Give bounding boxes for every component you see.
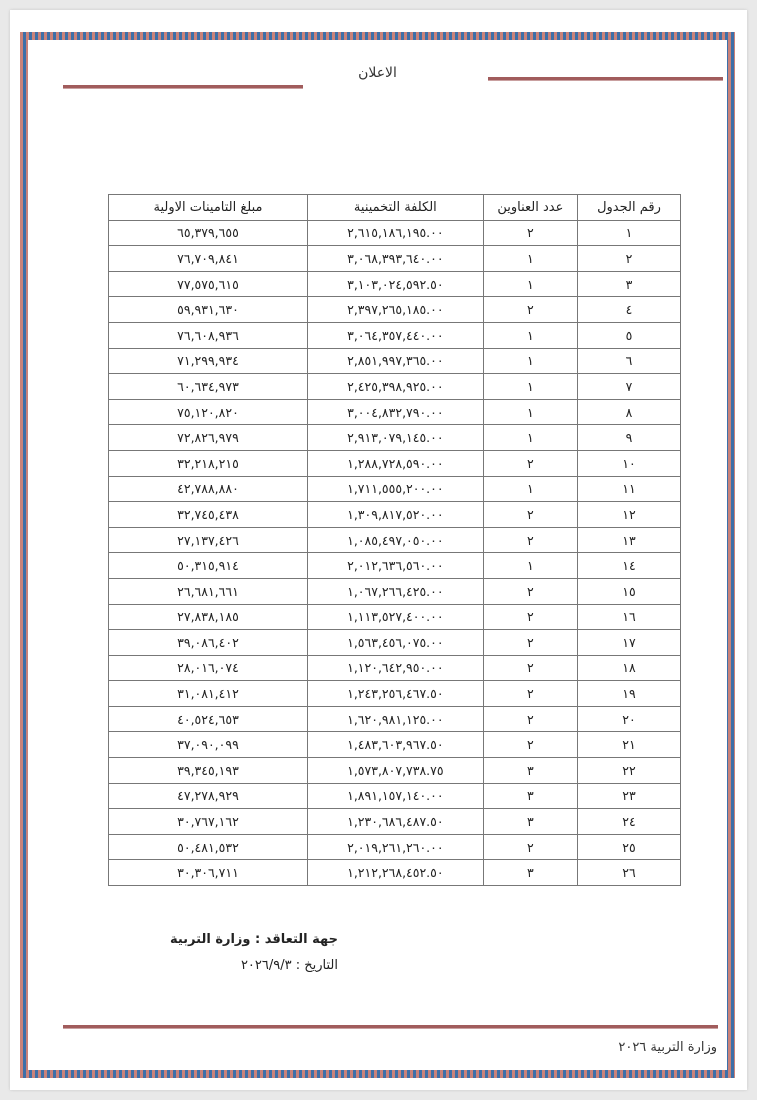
table-row: [109, 450, 681, 476]
table-number-cell: ١: [577, 220, 680, 246]
table-row: [109, 220, 681, 246]
initial-deposit-cell: ٧٧,٥٧٥,٦١٥: [109, 271, 308, 297]
table-row: [109, 297, 681, 323]
address-count-cell: ٢: [483, 834, 577, 860]
table-number-cell: ١٣: [577, 527, 680, 553]
estimated-cost-cell: ١,٣٠٩,٨١٧,٥٢٠.٠٠: [307, 502, 483, 528]
table-number-cell: ٣: [577, 271, 680, 297]
address-count-cell: ٢: [483, 706, 577, 732]
table-number-cell: ٢٣: [577, 783, 680, 809]
estimated-cost-cell: ٣,٠٦٤,٣٥٧,٤٤٠.٠٠: [307, 322, 483, 348]
table-number-cell: ٢٢: [577, 758, 680, 784]
initial-deposit-cell: ٢٧,٨٣٨,١٨٥: [109, 604, 308, 630]
initial-deposit-cell: ٥٩,٩٣١,٦٣٠: [109, 297, 308, 323]
estimated-cost-cell: ١,٢٨٨,٧٢٨,٥٩٠.٠٠: [307, 450, 483, 476]
table-row: [109, 348, 681, 374]
address-count-cell: ١: [483, 374, 577, 400]
estimated-cost-cell: ٣,٠٦٨,٣٩٣,٦٤٠.٠٠: [307, 246, 483, 272]
table-number-cell: ١٥: [577, 578, 680, 604]
address-count-cell: ٢: [483, 220, 577, 246]
table-number-cell: ٨: [577, 399, 680, 425]
table-row: [109, 834, 681, 860]
decorative-border: [20, 32, 735, 1078]
document-date: التاريخ : ٢٠٢٦/٩/٣: [240, 958, 338, 973]
address-count-cell: ١: [483, 246, 577, 272]
estimated-cost-cell: ١,٠٨٥,٤٩٧,٠٥٠.٠٠: [307, 527, 483, 553]
estimated-cost-cell: ١,٢٤٣,٢٥٦,٤٦٧.٥٠: [307, 681, 483, 707]
initial-deposit-cell: ٣٢,٢١٨,٢١٥: [109, 450, 308, 476]
table-row: [109, 783, 681, 809]
footer-ministry-year: وزارة التربية ٢٠٢٦: [618, 1040, 717, 1055]
header-rule-left: [63, 85, 303, 89]
initial-deposit-cell: ٣٩,٠٨٦,٤٠٢: [109, 630, 308, 656]
table-row: [109, 322, 681, 348]
estimated-cost-cell: ١,٧١١,٥٥٥,٢٠٠.٠٠: [307, 476, 483, 502]
table-number-cell: ٢٤: [577, 809, 680, 835]
estimated-cost-cell: ١,١١٣,٥٢٧,٤٠٠.٠٠: [307, 604, 483, 630]
table-number-cell: ٢٥: [577, 834, 680, 860]
table-row: [109, 527, 681, 553]
table-row: [109, 246, 681, 272]
estimated-cost-cell: ١,٠٦٧,٢٦٦,٤٢٥.٠٠: [307, 578, 483, 604]
address-count-cell: ٢: [483, 681, 577, 707]
table-row: [109, 681, 681, 707]
tender-table: [108, 194, 681, 886]
table-row: [109, 655, 681, 681]
table-number-cell: ٢: [577, 246, 680, 272]
estimated-cost-cell: ١,٥٧٣,٨٠٧,٧٣٨.٧٥: [307, 758, 483, 784]
address-count-cell: ٢: [483, 578, 577, 604]
table-number-cell: ٢٦: [577, 860, 680, 886]
table-row: [109, 476, 681, 502]
address-count-cell: ١: [483, 425, 577, 451]
table-number-cell: ١٧: [577, 630, 680, 656]
table-row: [109, 425, 681, 451]
initial-deposit-cell: ٢٦,٦٨١,٦٦١: [109, 578, 308, 604]
table-row: [109, 271, 681, 297]
estimated-cost-cell: ٢,٩١٣,٠٧٩,١٤٥.٠٠: [307, 425, 483, 451]
estimated-cost-cell: ٢,٣٩٧,٢٦٥,١٨٥.٠٠: [307, 297, 483, 323]
estimated-cost-cell: ١,٤٨٣,٦٠٣,٩٦٧.٥٠: [307, 732, 483, 758]
table-row: [109, 604, 681, 630]
initial-deposit-cell: ٥٠,٤٨١,٥٣٢: [109, 834, 308, 860]
initial-deposit-cell: ٣٢,٧٤٥,٤٣٨: [109, 502, 308, 528]
table-number-cell: ٤: [577, 297, 680, 323]
table-number-cell: ٦: [577, 348, 680, 374]
table-row: [109, 809, 681, 835]
table-row: [109, 630, 681, 656]
address-count-cell: ٢: [483, 502, 577, 528]
table-row: [109, 860, 681, 886]
estimated-cost-cell: ٢,٨٥١,٩٩٧,٣٦٥.٠٠: [307, 348, 483, 374]
table-row: [109, 758, 681, 784]
table-number-cell: ١٩: [577, 681, 680, 707]
address-count-cell: ٢: [483, 630, 577, 656]
address-count-cell: ١: [483, 553, 577, 579]
column-header: رقم الجدول: [577, 195, 680, 221]
table-number-cell: ١٤: [577, 553, 680, 579]
address-count-cell: ٢: [483, 604, 577, 630]
estimated-cost-cell: ٣,٠٠٤,٨٣٢,٧٩٠.٠٠: [307, 399, 483, 425]
column-header: مبلغ التامينات الاولية: [109, 195, 308, 221]
table-number-cell: ٧: [577, 374, 680, 400]
estimated-cost-cell: ١,٥٦٣,٤٥٦,٠٧٥.٠٠: [307, 630, 483, 656]
initial-deposit-cell: ٦٥,٣٧٩,٦٥٥: [109, 220, 308, 246]
table-row: [109, 502, 681, 528]
estimated-cost-cell: ١,١٢٠,٦٤٢,٩٥٠.٠٠: [307, 655, 483, 681]
page-heading: الاعلان: [358, 65, 397, 81]
table-row: [109, 706, 681, 732]
estimated-cost-cell: ١,٦٢٠,٩٨١,١٢٥.٠٠: [307, 706, 483, 732]
initial-deposit-cell: ٣٧,٠٩٠,٠٩٩: [109, 732, 308, 758]
estimated-cost-cell: ٢,٠١٢,٦٣٦,٥٦٠.٠٠: [307, 553, 483, 579]
address-count-cell: ٣: [483, 860, 577, 886]
initial-deposit-cell: ٢٧,١٣٧,٤٢٦: [109, 527, 308, 553]
address-count-cell: ١: [483, 399, 577, 425]
initial-deposit-cell: ٤٢,٧٨٨,٨٨٠: [109, 476, 308, 502]
address-count-cell: ٣: [483, 783, 577, 809]
address-count-cell: ١: [483, 476, 577, 502]
initial-deposit-cell: ٢٨,٠١٦,٠٧٤: [109, 655, 308, 681]
address-count-cell: ٢: [483, 527, 577, 553]
initial-deposit-cell: ٤٠,٥٢٤,٦٥٣: [109, 706, 308, 732]
initial-deposit-cell: ٥٠,٣١٥,٩١٤: [109, 553, 308, 579]
table-row: [109, 553, 681, 579]
column-header: عدد العناوين: [483, 195, 577, 221]
initial-deposit-cell: ٦٠,٦٣٤,٩٧٣: [109, 374, 308, 400]
address-count-cell: ١: [483, 271, 577, 297]
initial-deposit-cell: ٧٦,٦٠٨,٩٣٦: [109, 322, 308, 348]
estimated-cost-cell: ٢,٤٢٥,٣٩٨,٩٢٥.٠٠: [307, 374, 483, 400]
initial-deposit-cell: ٧١,٢٩٩,٩٣٤: [109, 348, 308, 374]
initial-deposit-cell: ٧٢,٨٢٦,٩٧٩: [109, 425, 308, 451]
address-count-cell: ٢: [483, 732, 577, 758]
table-number-cell: ٥: [577, 322, 680, 348]
contracting-party: جهة التعاقد : وزارة التربية: [169, 932, 338, 947]
table-number-cell: ٢١: [577, 732, 680, 758]
table-number-cell: ١٨: [577, 655, 680, 681]
initial-deposit-cell: ٣٠,٧٦٧,١٦٢: [109, 809, 308, 835]
table-row: [109, 732, 681, 758]
table-number-cell: ١٠: [577, 450, 680, 476]
document-page: [10, 10, 747, 1090]
table-number-cell: ٢٠: [577, 706, 680, 732]
table-number-cell: ١٦: [577, 604, 680, 630]
table-row: [109, 374, 681, 400]
estimated-cost-cell: ٣,١٠٣,٠٢٤,٥٩٢.٥٠: [307, 271, 483, 297]
initial-deposit-cell: ٧٥,١٢٠,٨٢٠: [109, 399, 308, 425]
address-count-cell: ١: [483, 348, 577, 374]
address-count-cell: ٢: [483, 450, 577, 476]
estimated-cost-cell: ١,٢١٢,٢٦٨,٤٥٢.٥٠: [307, 860, 483, 886]
address-count-cell: ٣: [483, 758, 577, 784]
initial-deposit-cell: ٤٧,٢٧٨,٩٢٩: [109, 783, 308, 809]
table-row: [109, 399, 681, 425]
address-count-cell: ٢: [483, 655, 577, 681]
table-number-cell: ٩: [577, 425, 680, 451]
initial-deposit-cell: ٣٠,٣٠٦,٧١١: [109, 860, 308, 886]
table-number-cell: ١١: [577, 476, 680, 502]
table-number-cell: ١٢: [577, 502, 680, 528]
estimated-cost-cell: ٢,٦١٥,١٨٦,١٩٥.٠٠: [307, 220, 483, 246]
estimated-cost-cell: ١,٢٣٠,٦٨٦,٤٨٧.٥٠: [307, 809, 483, 835]
table-row: [109, 578, 681, 604]
address-count-cell: ١: [483, 322, 577, 348]
footer-rule: [63, 1025, 718, 1029]
table-header-row: [109, 195, 681, 221]
column-header: الكلفة التخمينية: [307, 195, 483, 221]
initial-deposit-cell: ٧٦,٧٠٩,٨٤١: [109, 246, 308, 272]
address-count-cell: ٣: [483, 809, 577, 835]
estimated-cost-cell: ١,٨٩١,١٥٧,١٤٠.٠٠: [307, 783, 483, 809]
estimated-cost-cell: ٢,٠١٩,٢٦١,٢٦٠.٠٠: [307, 834, 483, 860]
initial-deposit-cell: ٣١,٠٨١,٤١٢: [109, 681, 308, 707]
address-count-cell: ٢: [483, 297, 577, 323]
initial-deposit-cell: ٣٩,٣٤٥,١٩٣: [109, 758, 308, 784]
